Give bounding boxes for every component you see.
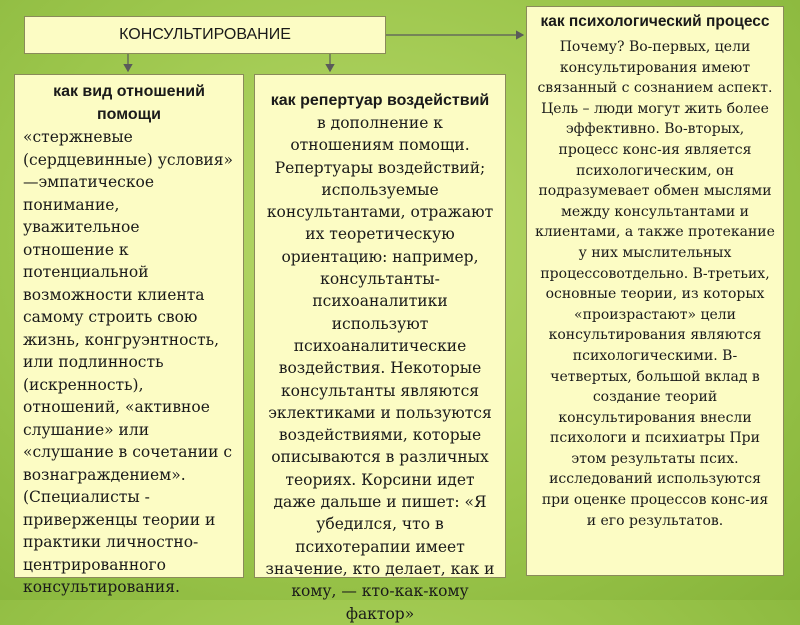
column-process-text: Почему? Во-первых, цели консультирования имеют связанный с сознанием аспект. Цель – люди могут жить более эффективно. Во-вторых, процесс конс-ия является психологическим, он подразумевает обмен мыслями между консультантами и клиентами, а также протекание у них мыслительных процессовотдельно. В-третьих, основные теории, из которых «произрастают» цели консультирования являются психологическими. В-четвертых, большой вклад в создание теорий консультирования внесли психологи и психиатры При этом результаты псих. исследований используются при оценке процессов конс-ия и его результатов. [535, 39, 775, 529]
column-relations-text: «стержневые (сердцевинные) условия» —эмпатическое понимание, уважительное отношение к потенциальной возможности клиента самому строить свою жизнь, конгруэнтность, или подлинность (искренность), отношений, «активное слушание» или «слушание в сочетании с вознаграждением». (Специалисты - приверженцы теории и практики личностно-центрированного консультирования. [23, 128, 234, 596]
column-relations-heading: как вид отношений помощи [53, 83, 205, 123]
column-repertoire-heading: как репертуар воздействий [270, 92, 490, 109]
main-title-box [24, 16, 386, 54]
column-process-heading: как психологический процесс [540, 13, 770, 30]
main-title: КОНСУЛЬТИРОВАНИЕ [119, 26, 291, 43]
column-process [526, 6, 784, 576]
column-relations [14, 74, 244, 596]
column-repertoire [254, 74, 506, 623]
column-repertoire-text: в дополнение к отношениям помощи. Репертуары воздействий; используемые консультантами, отражают их теоретическую ориентацию: например, консультанты-психоаналитики используют психоаналитические воздействия. Некоторые консультанты являются эклектиками и пользуются воздействиями, которые описываются в различных теориях. Корсини идет даже дальше и пишет: «Я убедился, что в психотерапии имеет значение, кто делает, как и кому, — кто-как-кому фактор» [265, 114, 495, 623]
